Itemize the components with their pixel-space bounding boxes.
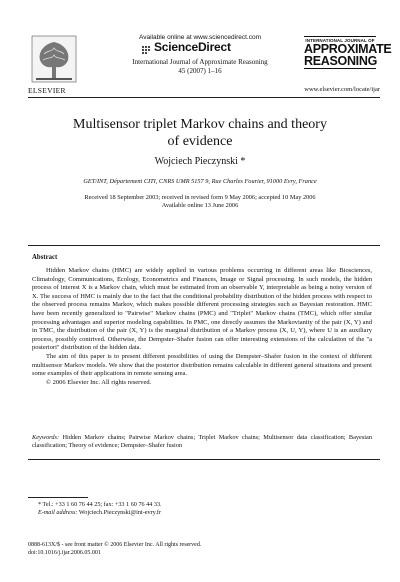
footnote-phone: * Tel.: +33 1 60 76 44 25; fax: +33 1 60 76 44 33. xyxy=(38,501,162,508)
keywords-block xyxy=(32,434,372,451)
abstract-top-divider xyxy=(28,245,380,246)
keywords-bottom-divider xyxy=(28,459,380,460)
available-online-date: Available online 13 June 2006 xyxy=(161,202,239,209)
email-label: E-mail address: xyxy=(38,509,78,516)
elsevier-tree-logo xyxy=(30,34,78,86)
page-footer xyxy=(28,541,368,557)
keywords-text: Hidden Markov chains; Pairwise Markov chains; Triplet Markov chains; Multisensor data classification; Bayesian classification; Theory of evidence; Dempster–Shafer fusion xyxy=(32,434,373,450)
journal-issue: 45 (2007) 1–16 xyxy=(178,66,222,75)
author-name: Wojciech Pieczynski * xyxy=(154,156,246,167)
journal-name: International Journal of Approximate Reasoning xyxy=(132,58,268,66)
sciencedirect-dots-icon xyxy=(140,43,152,55)
abstract-copyright: © 2006 Elsevier Inc. All rights reserved. xyxy=(46,378,152,386)
sciencedirect-logo-text: ScienceDirect xyxy=(154,40,231,54)
ijar-journal-logo xyxy=(304,36,392,69)
footer-doi[interactable]: doi:10.1016/j.ijar.2006.05.001 xyxy=(28,550,101,556)
title-line-2: of evidence xyxy=(167,134,233,149)
ijar-logo-line2: REASONING xyxy=(304,54,378,68)
journal-url[interactable]: www.elsevier.com/locate/ijar xyxy=(304,86,380,93)
author-affiliation: GET/INT, Département CITI, CNRS UMR 5157 9, Rue Charles Fourier, 91000 Evry, France xyxy=(83,178,317,185)
footnote-divider xyxy=(28,497,88,498)
footer-issn: 0888-613X/$ - see front matter © 2006 Elsevier Inc. All rights reserved. xyxy=(28,542,202,548)
journal-citation xyxy=(95,58,305,75)
header-divider xyxy=(28,97,380,98)
abstract-paragraph-2: The aim of this paper is to present different possibilities of using the Dempster–Shafer fusion in the context of different multisensor Markov models. We show that the posterior distribution remains calculable in different general situations and present some examples of their applications in remote sensing area. xyxy=(32,352,372,378)
keywords-label: Keywords: xyxy=(32,434,60,441)
article-title xyxy=(40,116,360,150)
abstract-heading: Abstract xyxy=(32,254,58,261)
ijar-logo-top: INTERNATIONAL JOURNAL OF xyxy=(305,38,375,43)
article-dates xyxy=(30,194,370,210)
abstract-body xyxy=(32,267,372,387)
abstract-paragraph-1: Hidden Markov chains (HMC) are widely applied in various problems occurring in different areas like Biosciences, Climatology, Communications, Ecology, Econometrics and Finances, Image or Signal processing. In such models, the hidden process of interest X is a Markov chain, which must be estimated from an observable Y, interpretable as being a noisy version of X. The success of HMC is mainly due to the fact that the conditional probability distribution of the hidden process with respect to the observed process remains Markov, which makes possible different processing strategies such as Bayesian restoration. HMC have been recently generalized to "Pairwise" Markov chains (PMC) and "Triplet" Markov chains (TMC), which offer similar processing advantages and superior modeling capabilities. In PMC, one directly assumes the Markovianity of the pair (X, Y) and in TMC, the distribution of the pair (X, Y) is the marginal distribution of a Markov process (X, U, Y), where U is an auxiliary process, possibly contrived. Otherwise, the Dempster–Shafer fusion can offer interesting extensions of the calculation of the "a posteriori" distribution of the hidden data. xyxy=(32,267,372,352)
title-line-1: Multisensor triplet Markov chains and theory xyxy=(73,117,327,132)
email-address[interactable]: Wojciech.Pieczynski@int-evry.fr xyxy=(78,509,162,516)
author-footnote xyxy=(38,501,368,517)
available-online-text: Available online at www.sciencedirect.com xyxy=(139,34,261,41)
ijar-logo-line1: APPROXIMATE xyxy=(304,42,392,56)
footnote-email-line xyxy=(38,509,368,517)
publisher-name: ELSEVIER xyxy=(28,86,66,95)
received-dates: Received 18 September 2003; received in revised form 9 May 2006; accepted 10 May 2006 xyxy=(84,194,316,201)
